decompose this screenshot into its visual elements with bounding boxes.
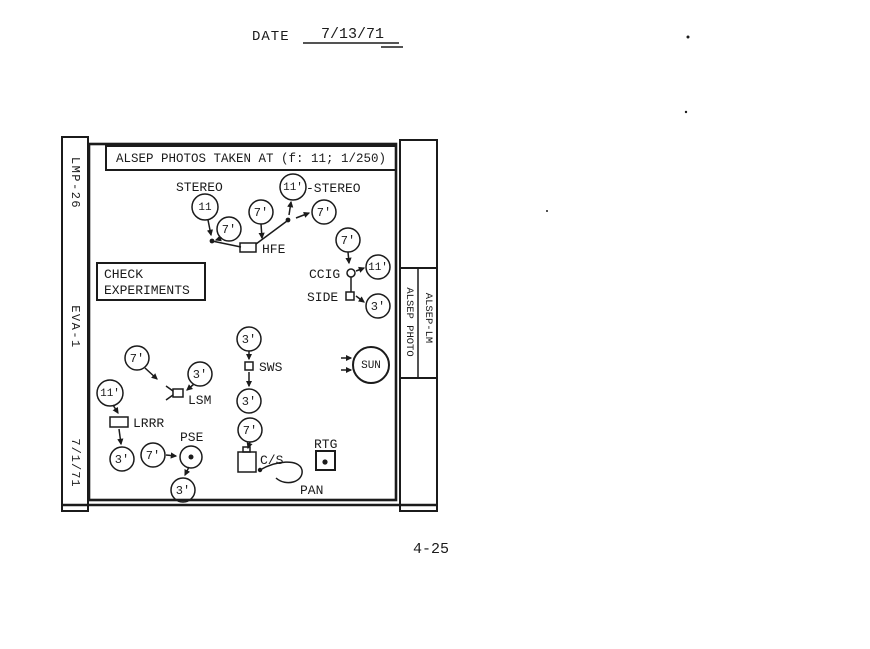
page-number: 4-25 (413, 541, 450, 558)
check-experiments-line1: CHECK (104, 267, 144, 282)
lrrr-label: LRRR (133, 416, 165, 431)
photo-distance-value: 7' (253, 206, 269, 220)
pointer-arrow (348, 252, 349, 263)
sun-label: SUN (361, 360, 381, 372)
pointer-arrow (166, 455, 176, 456)
photo-distance-circle (192, 194, 218, 220)
pse-label: PSE (180, 430, 204, 445)
photo-distance-value: 7' (221, 223, 237, 237)
side-label: SIDE (307, 290, 339, 305)
diagram-title: ALSEP PHOTOS TAKEN AT (f: 11; 1/250) (115, 152, 387, 166)
lsm-label: LSM (188, 393, 212, 408)
photo-distance-value: 11' (368, 262, 388, 274)
photo-distance-circle (237, 327, 261, 351)
hfe-connector-west (212, 241, 241, 247)
pan-sweep-start-dot (258, 468, 262, 472)
pointer-arrow (356, 296, 364, 302)
side-marker (346, 292, 354, 300)
tab-alsep-photo: ALSEP PHOTO (403, 287, 415, 357)
rtg-label: RTG (314, 437, 338, 452)
lrrr-marker (110, 417, 128, 427)
photo-distance-circle (188, 362, 212, 386)
left-edge-page-id: LMP-26 (68, 156, 82, 210)
pse-marker (180, 446, 202, 468)
pointer-arrow (261, 224, 262, 238)
scan-artifact (687, 36, 690, 39)
rtg-marker (316, 451, 335, 470)
photo-distance-value: 3' (241, 395, 257, 409)
left-edge-date: 7/1/71 (68, 438, 82, 488)
photo-distance-circle (336, 228, 360, 252)
photo-distance-value: 11' (100, 388, 120, 400)
pointer-arrow (145, 368, 157, 379)
pointer-arrow (296, 213, 309, 218)
photo-distance-circle (110, 447, 134, 471)
sun-symbol (341, 347, 389, 383)
pan-label: PAN (300, 483, 324, 498)
photo-distance-value: 11' (283, 182, 303, 194)
stereo-label-right: -STEREO (306, 181, 361, 196)
pointer-arrow (289, 202, 291, 215)
pointer-arrow (187, 384, 194, 390)
photo-distance-value: 7' (340, 234, 356, 248)
hfe-marker (240, 243, 256, 252)
photo-distance-circle (312, 200, 336, 224)
pointer-arrow (356, 268, 364, 271)
check-experiments-line2: EXPERIMENTS (104, 283, 190, 298)
pointer-arrow (208, 220, 211, 235)
photo-distance-value: 3' (175, 484, 191, 498)
photo-distance-circle (171, 478, 195, 502)
station-dot (210, 239, 215, 244)
photo-distance-circle (366, 255, 390, 279)
lsm-marker (166, 386, 183, 400)
cs-label: C/S (260, 453, 284, 468)
photo-distance-circle (125, 346, 149, 370)
stereo-label-left: STEREO (176, 180, 223, 195)
pointer-arrow (119, 429, 121, 444)
photo-distance-value: 7' (145, 449, 161, 463)
sws-marker (245, 362, 253, 370)
photo-distance-value: 7' (316, 206, 332, 220)
photo-distance-value: 11 (198, 202, 212, 214)
photo-distance-value: 3' (370, 300, 386, 314)
photo-distance-value: 7' (242, 424, 258, 438)
scan-artifact (546, 210, 548, 212)
scan-artifact (685, 111, 687, 113)
photo-distance-circle (280, 174, 306, 200)
ccig-label: CCIG (309, 267, 341, 282)
date-value: 7/13/71 (321, 26, 385, 43)
photo-distance-circle (141, 443, 165, 467)
photo-distance-circle (217, 217, 241, 241)
photo-distance-circle (249, 200, 273, 224)
sws-label: SWS (259, 360, 283, 375)
photo-distance-circle (97, 380, 123, 406)
station-dot (286, 218, 291, 223)
photo-distance-value: 3' (241, 333, 257, 347)
photo-distance-value: 7' (129, 352, 145, 366)
left-edge-eva-label: EVA-1 (68, 305, 82, 349)
photo-distance-circle (238, 418, 262, 442)
cs-marker (238, 447, 256, 472)
date-label: DATE (252, 29, 290, 45)
photo-distance-value: 3' (192, 368, 208, 382)
hfe-label: HFE (262, 242, 286, 257)
photo-distance-circle (237, 389, 261, 413)
photo-distance-circle (366, 294, 390, 318)
tab-alsep-lm: ALSEP-LM (422, 292, 434, 344)
photo-distance-value: 3' (114, 453, 130, 467)
ccig-marker (347, 269, 355, 277)
